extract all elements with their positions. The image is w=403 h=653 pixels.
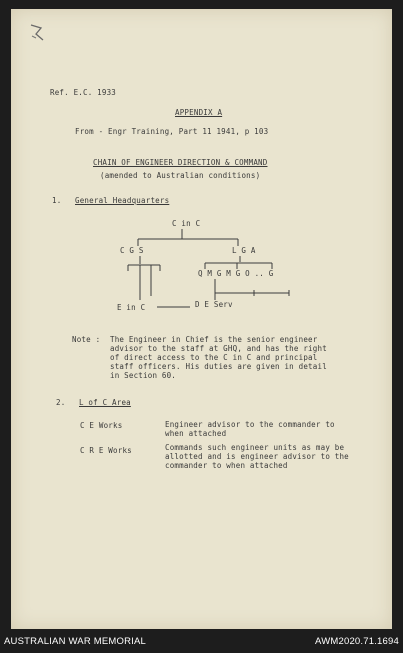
section-2-number: 2. bbox=[56, 398, 66, 407]
appendix-heading: APPENDIX A bbox=[175, 108, 223, 117]
document-title: CHAIN OF ENGINEER DIRECTION & COMMAND bbox=[93, 158, 268, 167]
role-duty: Commands such engineer units as may be allotted and is engineer advisor to the commander to when attached bbox=[165, 443, 349, 470]
org-node-lga: L G A bbox=[232, 246, 256, 255]
section-1-heading: General Headquarters bbox=[75, 196, 170, 205]
org-node-qmg-mgo: Q M G M G O .. G bbox=[198, 269, 274, 278]
reference-number: Ref. E.C. 1933 bbox=[50, 88, 117, 97]
note-label: Note : bbox=[72, 335, 101, 344]
footer-accession-number: AWM2020.71.1694 bbox=[315, 636, 399, 647]
org-node-de-serv: D E Serv bbox=[195, 300, 233, 309]
role-duty: Engineer advisor to the commander to when attached bbox=[165, 420, 335, 438]
org-node-cgs: C G S bbox=[120, 246, 144, 255]
footer-institution: AUSTRALIAN WAR MEMORIAL bbox=[4, 636, 147, 647]
document-subtitle: (amended to Australian conditions) bbox=[100, 171, 261, 180]
section-1-number: 1. bbox=[52, 196, 62, 205]
org-node-e-in-c: E in C bbox=[117, 303, 146, 312]
org-node-c-in-c: C in C bbox=[172, 219, 201, 228]
role-label: C R E Works bbox=[80, 446, 132, 455]
source-citation: From - Engr Training, Part 11 1941, p 103 bbox=[75, 127, 269, 136]
role-label: C E Works bbox=[80, 421, 123, 430]
section-2-heading: L of C Area bbox=[79, 398, 131, 407]
note-text: The Engineer in Chief is the senior engineer advisor to the staff at GHQ, and has the right of direct access to the C in C and principal staff officers. His duties are given in detail in Section 60. bbox=[110, 335, 327, 380]
